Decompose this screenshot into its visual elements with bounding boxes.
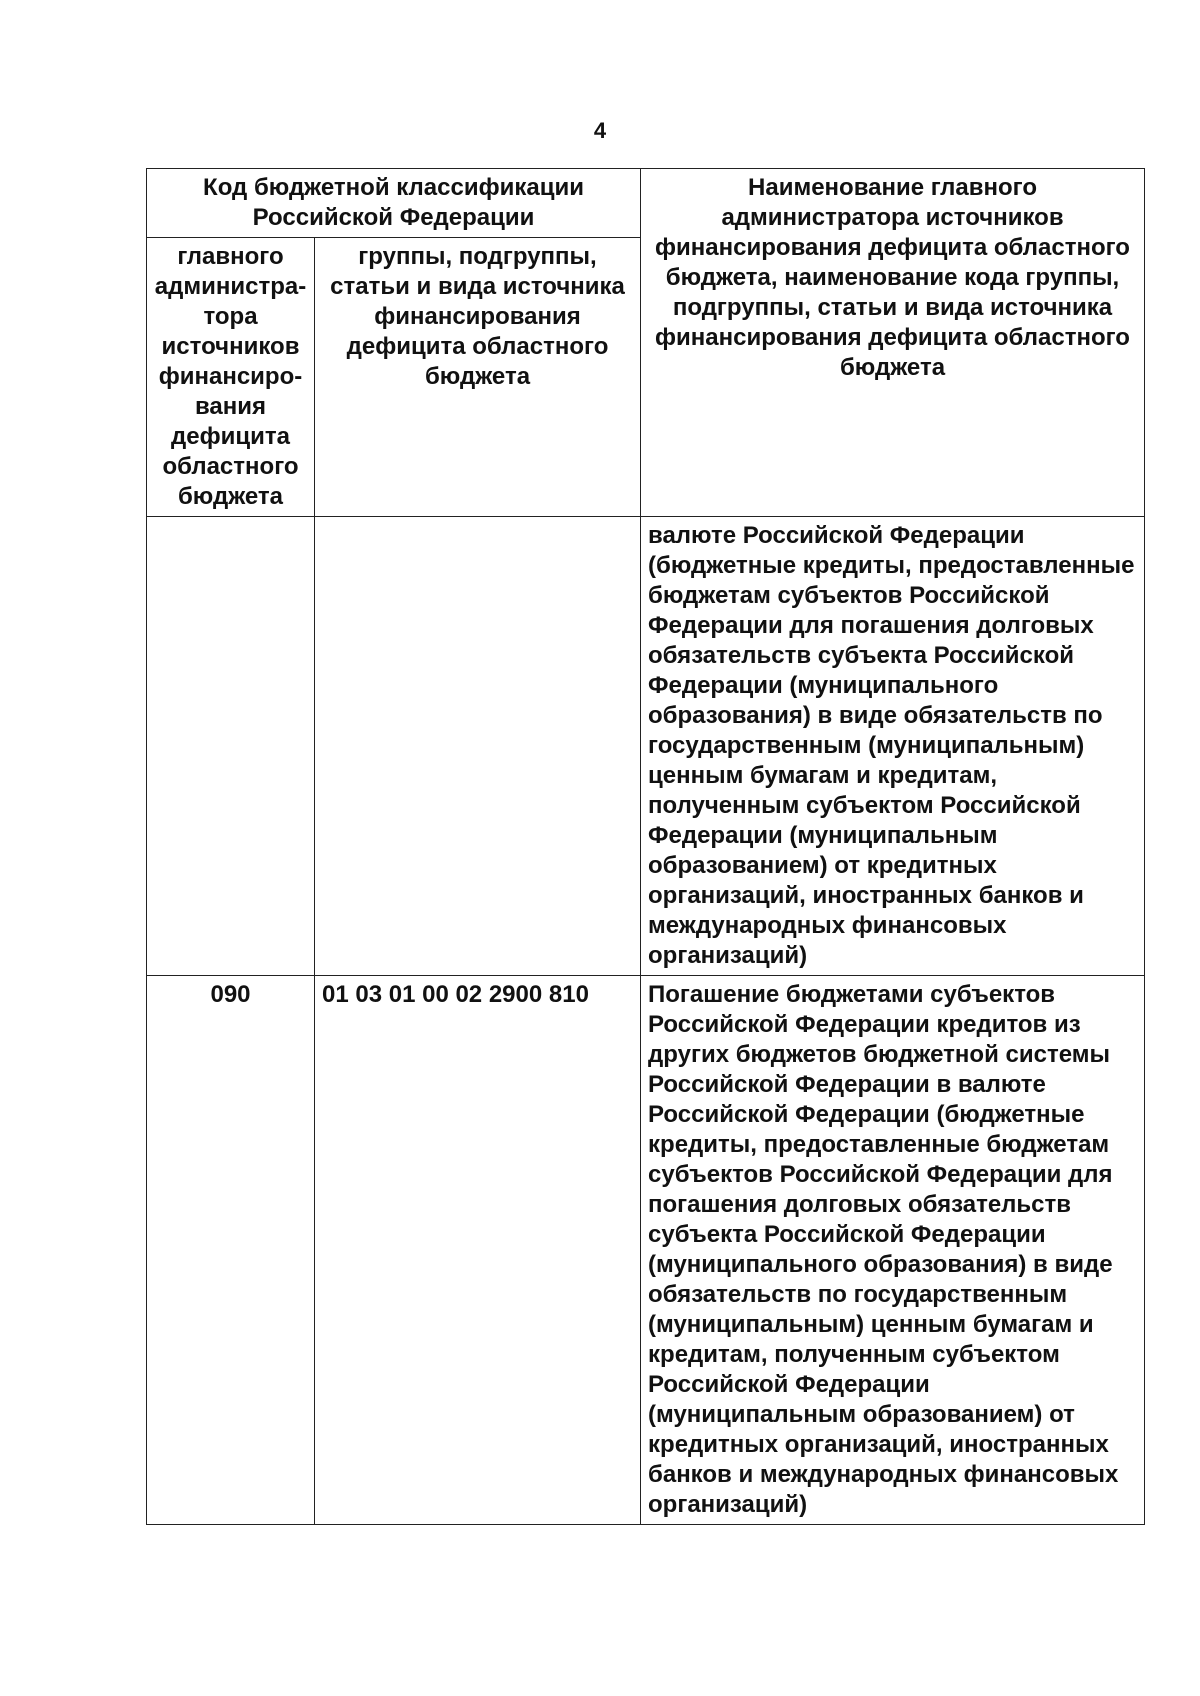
cell-source-code bbox=[315, 517, 641, 976]
header-col-name: Наименование главного администратора источников финансирования дефицита областного бюджета, наименование кода группы, подгруппы, статьи и вида источника финансирования дефицита областного бюджета bbox=[641, 169, 1145, 517]
table-row bbox=[147, 976, 1145, 1525]
cell-name: Погашение бюджетами субъектов Российской Федерации кредитов из других бюджетов бюджетной системы Российской Федерации в валюте Российской Федерации (бюджетные кредиты, предоставленные бюджетам субъектов Российской Федерации для погашения долговых обязательств субъекта Российской Федерации (муниципального образования) в виде обязательств по государственным (муниципальным) ценным бумагам и кредитам, полученным субъектом Российской Федерации (муниципальным образованием) от кредитных организаций, иностранных банков и международных финансовых организаций) bbox=[641, 976, 1145, 1525]
cell-admin-code: 090 bbox=[147, 976, 315, 1525]
header-col-group: группы, подгруппы, статьи и вида источника финансирования дефицита областного бюджета bbox=[315, 238, 641, 517]
table-header-row-top bbox=[147, 169, 1145, 238]
cell-name: валюте Российской Федерации (бюджетные кредиты, предоставленные бюджетам субъектов Российской Федерации для погашения долговых обязательств субъекта Российской Федерации (муниципального образования) в виде обязательств по государственным (муниципальным) ценным бумагам и кредитам, полученным субъектом Российской Федерации (муниципальным образованием) от кредитных организаций, иностранных банков и международных финансовых организаций) bbox=[641, 517, 1145, 976]
cell-admin-code bbox=[147, 517, 315, 976]
cell-source-code: 01 03 01 00 02 2900 810 bbox=[315, 976, 641, 1525]
budget-classification-table bbox=[146, 168, 1145, 1525]
header-col-admin: главного администра-тора источников финансиро-вания дефицита областного бюджета bbox=[147, 238, 315, 517]
table-row bbox=[147, 517, 1145, 976]
header-group-title: Код бюджетной классификации Российской Федерации bbox=[147, 169, 641, 238]
page-number: 4 bbox=[593, 118, 607, 143]
